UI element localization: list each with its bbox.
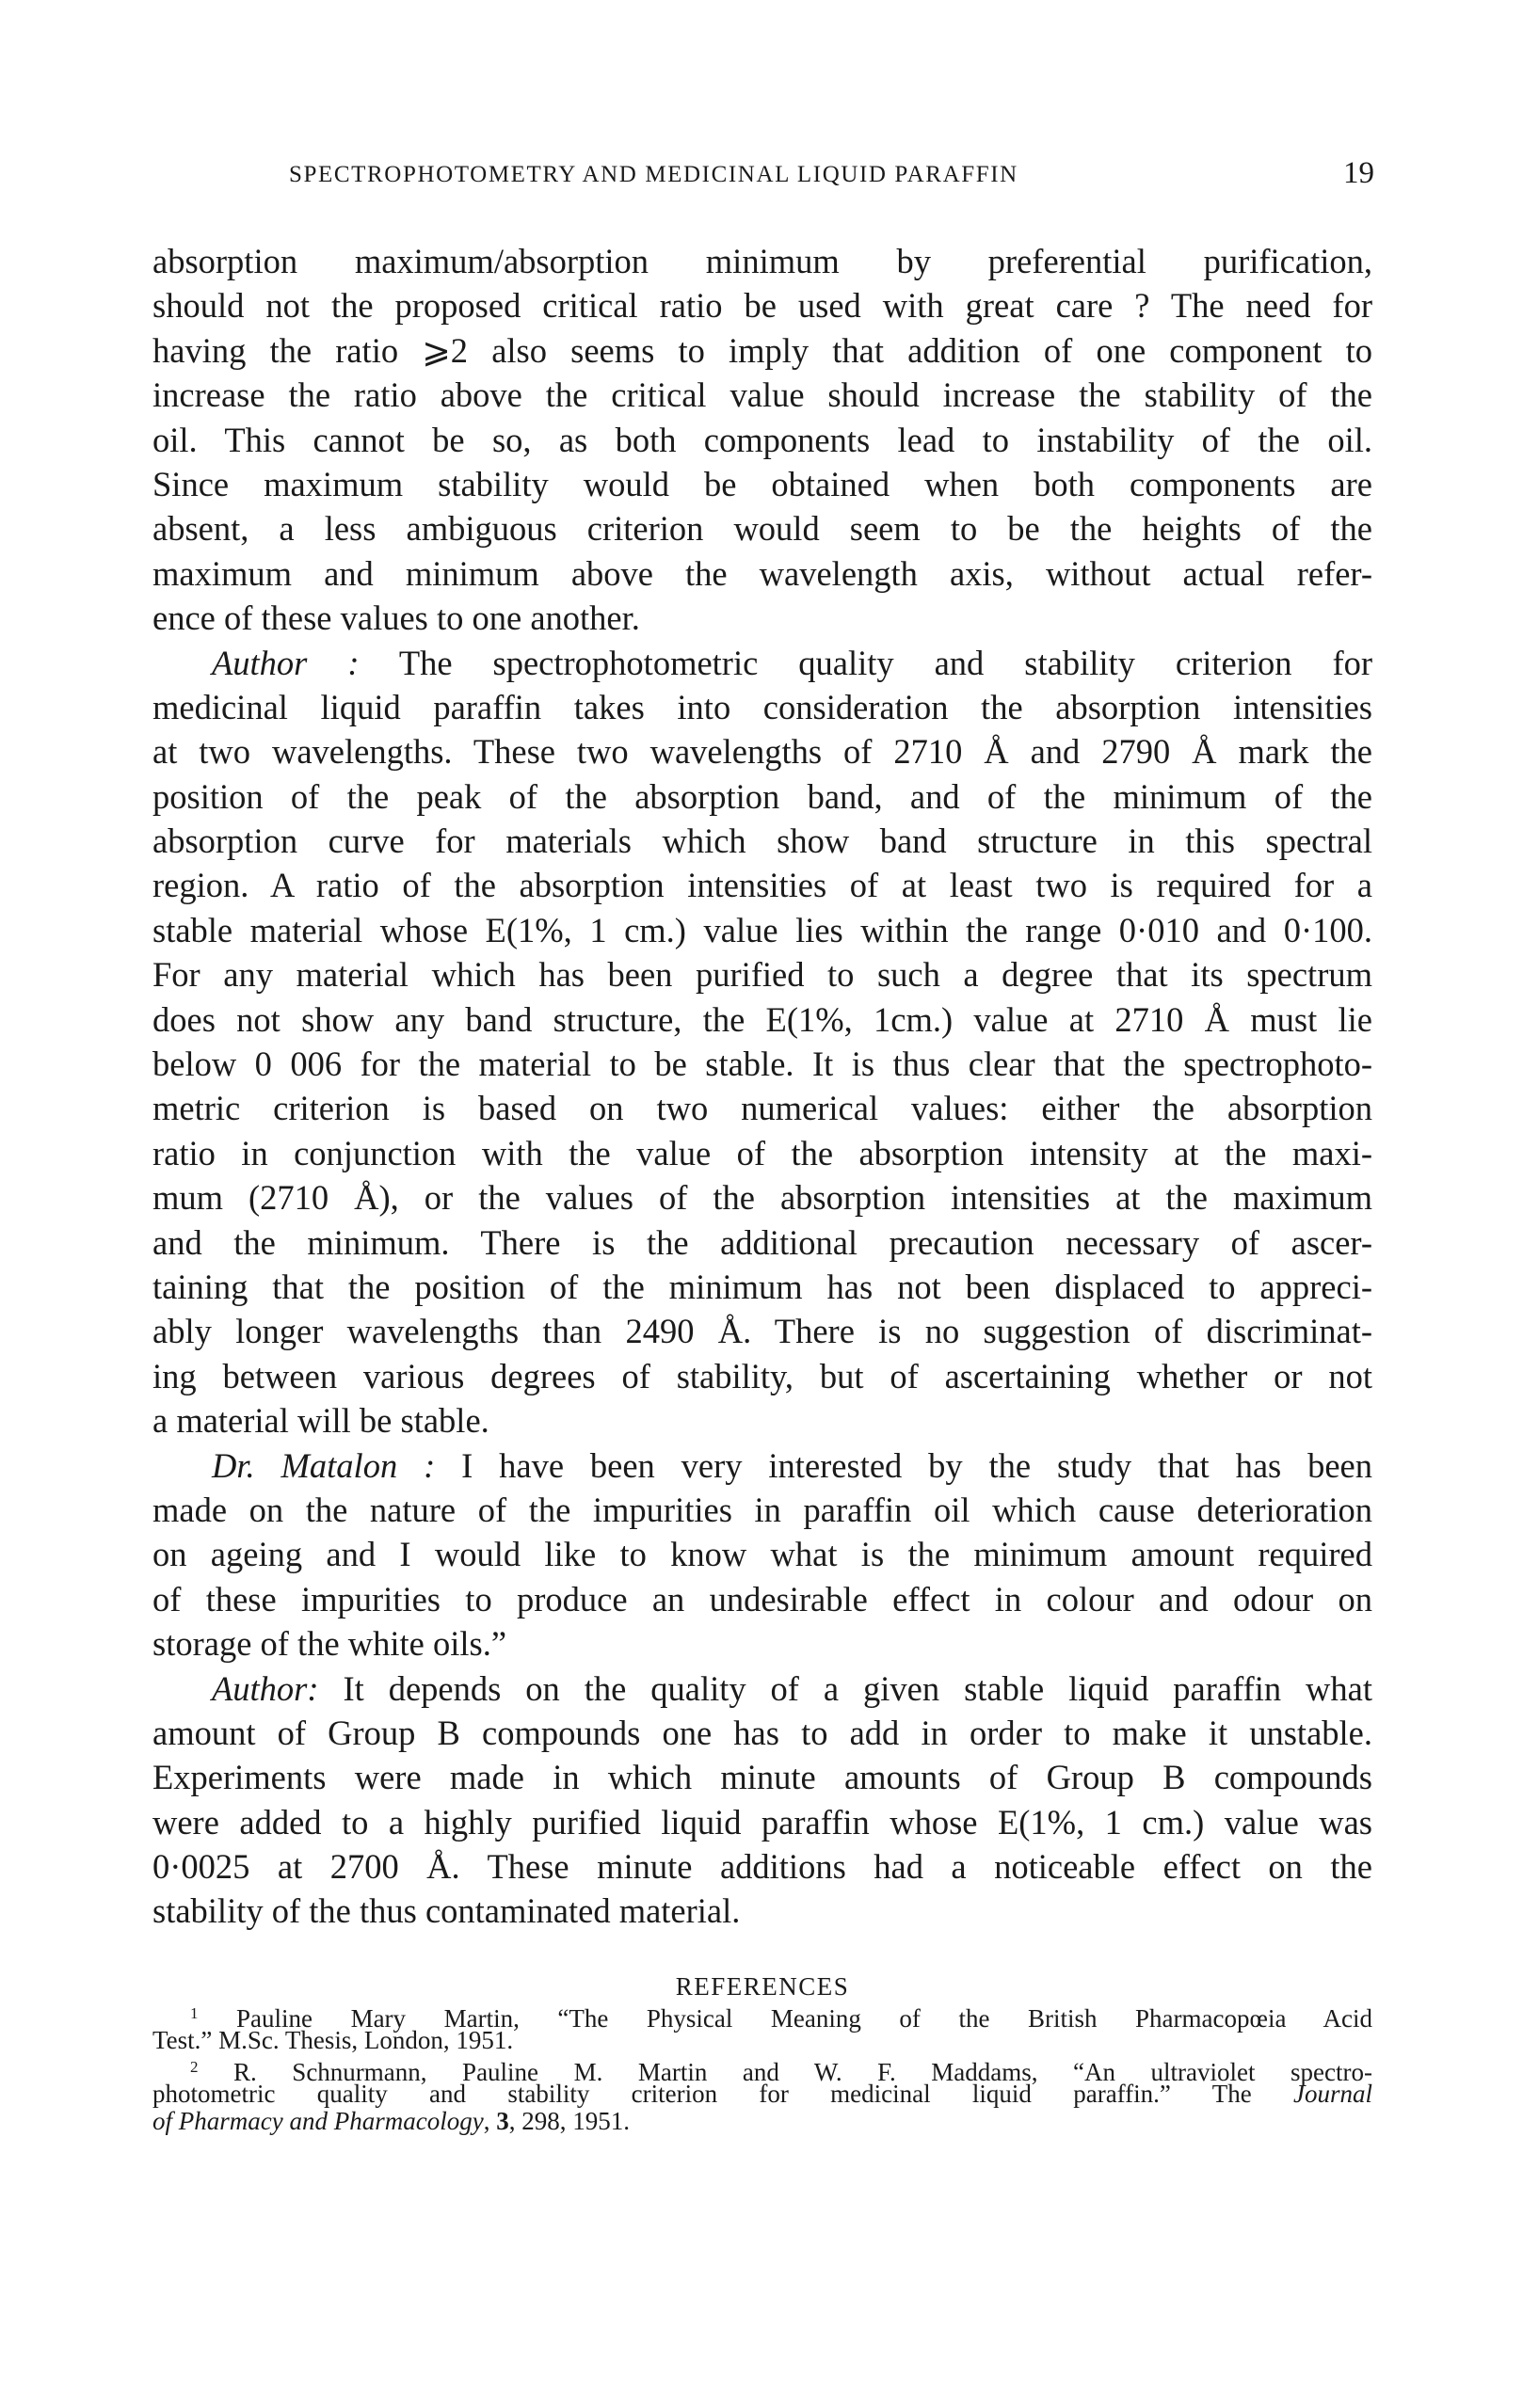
text-line: oil. This cannot be so, as both components lead to instability of the oil. — [152, 420, 1372, 459]
speaker-label: Dr. Matalon : — [212, 1445, 436, 1485]
text-line: made on the nature of the impurities in paraffin oil which cause deterioration — [152, 1490, 1372, 1529]
reference-item-2 — [152, 2054, 1372, 2134]
journal-volume: 3 — [496, 2106, 509, 2135]
text-line: should not the proposed critical ratio be used with great care ? The need for — [152, 286, 1372, 326]
text-line: of these impurities to produce an undesirable effect in colour and odour on — [152, 1579, 1372, 1619]
reference-text: R. Schnurmann, Pauline M. Martin and W. F. Maddams, “An ultraviolet spectro- — [198, 2057, 1372, 2086]
text-line: ing between various degrees of stability, but of ascertaining whether or not — [152, 1356, 1372, 1395]
reference-number: 1 — [190, 2004, 199, 2022]
text-line: having the ratio ⩾2 also seems to imply that addition of one component to — [152, 330, 1372, 370]
references-heading: REFERENCES — [675, 1972, 850, 2001]
reference-line: Test.” M.Sc. Thesis, London, 1951. — [152, 2026, 514, 2055]
text-line: absorption maximum/absorption minimum by preferential purification, — [152, 242, 1372, 280]
text-line-content: It depends on the quality of a given stable liquid paraffin what — [318, 1668, 1372, 1708]
text-line: does not show any band structure, the E(1%, 1cm.) value at 2710 Å must lie — [152, 999, 1372, 1039]
paragraph-continuation — [152, 239, 1372, 641]
text-line: For any material which has been purified to such a degree that its spectrum — [152, 955, 1372, 995]
text-line: metric criterion is based on two numerical values: either the absorption — [152, 1089, 1372, 1128]
paragraph-author-reply-2 — [152, 1666, 1372, 1934]
text-line: ratio in conjunction with the value of the absorption intensity at the maxi- — [152, 1133, 1372, 1172]
text-line: ably longer wavelengths than 2490 Å. There is no suggestion of discriminat- — [152, 1312, 1372, 1351]
paragraph-matalon-question — [152, 1443, 1372, 1666]
speaker-label: Author: — [212, 1668, 319, 1708]
text-line: absorption curve for materials which show band structure in this spectral — [152, 821, 1372, 861]
reference-item-1 — [152, 2001, 1372, 2054]
speaker-label: Author : — [212, 643, 360, 682]
reference-line — [152, 2054, 1372, 2086]
text-line: stability of the thus contaminated material. — [152, 1891, 741, 1931]
text-line: medicinal liquid paraffin takes into consideration the absorption intensities — [152, 687, 1372, 726]
paragraph-author-reply-1 — [152, 641, 1372, 1443]
text-line: Since maximum stability would be obtained when both components are — [152, 464, 1372, 503]
text-line: storage of the white oils.” — [152, 1624, 507, 1664]
text-line: maximum and minimum above the wavelength axis, without actual refer- — [152, 553, 1372, 593]
text-line: and the minimum. There is the additional precaution necessary of ascer- — [152, 1222, 1372, 1262]
text-line: on ageing and I would like to know what is the minimum amount required — [152, 1535, 1372, 1574]
text-line: position of the peak of the absorption band, and of the minimum of the — [152, 776, 1372, 816]
journal-title: Journal — [1293, 2080, 1372, 2109]
text-line — [152, 641, 1372, 685]
text-line-content: I have been very interested by the study that has been — [435, 1445, 1373, 1485]
running-title: SPECTROPHOTOMETRY AND MEDICINAL LIQUID PARAFFIN — [289, 162, 1018, 187]
text-line: stable material whose E(1%, 1 cm.) value lies within the range 0·010 and 0·100. — [152, 910, 1372, 949]
reference-text: Pauline Mary Martin, “The Physical Meaning of the British Pharmacopœia Acid — [198, 2004, 1372, 2033]
text-line: amount of Group B compounds one has to add in order to make it unstable. — [152, 1713, 1372, 1752]
text-line: 0·0025 at 2700 Å. These minute additions had a noticeable effect on the — [152, 1847, 1372, 1887]
text-line: were added to a highly purified liquid paraffin whose E(1%, 1 cm.) value was — [152, 1802, 1372, 1842]
text-line-content: The spectrophotometric quality and stability criterion for — [359, 643, 1373, 682]
page-header — [151, 158, 1374, 192]
reference-line — [152, 2108, 1372, 2134]
journal-title: of Pharmacy and Pharmacology — [152, 2106, 484, 2135]
body-text — [152, 239, 1372, 1934]
reference-text: , — [483, 2106, 497, 2135]
text-line: Experiments were made in which minute amounts of Group B compounds — [152, 1758, 1372, 1797]
text-line: below 0 006 for the material to be stable. It is thus clear that the spectrophoto- — [152, 1045, 1372, 1084]
reference-number: 2 — [190, 2057, 199, 2076]
text-line: at two wavelengths. These two wavelengths of 2710 Å and 2790 Å mark the — [152, 732, 1372, 772]
text-line — [152, 1666, 1372, 1711]
references-section — [152, 1972, 1372, 2134]
text-line — [152, 1443, 1372, 1488]
text-line: increase the ratio above the critical value should increase the stability of the — [152, 375, 1372, 415]
reference-line — [152, 2081, 1372, 2107]
text-line: region. A ratio of the absorption intensities of at least two is required for a — [152, 866, 1372, 905]
text-line: taining that the position of the minimum has not been displaced to appreci- — [152, 1267, 1372, 1306]
text-line: mum (2710 Å), or the values of the absorption intensities at the maximum — [152, 1178, 1372, 1218]
page-number: 19 — [1343, 156, 1374, 190]
reference-line — [152, 2001, 1372, 2033]
reference-text: photometric quality and stability criterion for medicinal liquid paraffin.” The — [152, 2080, 1293, 2109]
reference-text: , 298, 1951. — [508, 2106, 630, 2135]
text-line: absent, a less ambiguous criterion would seem to be the heights of the — [152, 509, 1372, 549]
text-line: ence of these values to one another. — [152, 598, 640, 638]
text-line: a material will be stable. — [152, 1401, 489, 1441]
